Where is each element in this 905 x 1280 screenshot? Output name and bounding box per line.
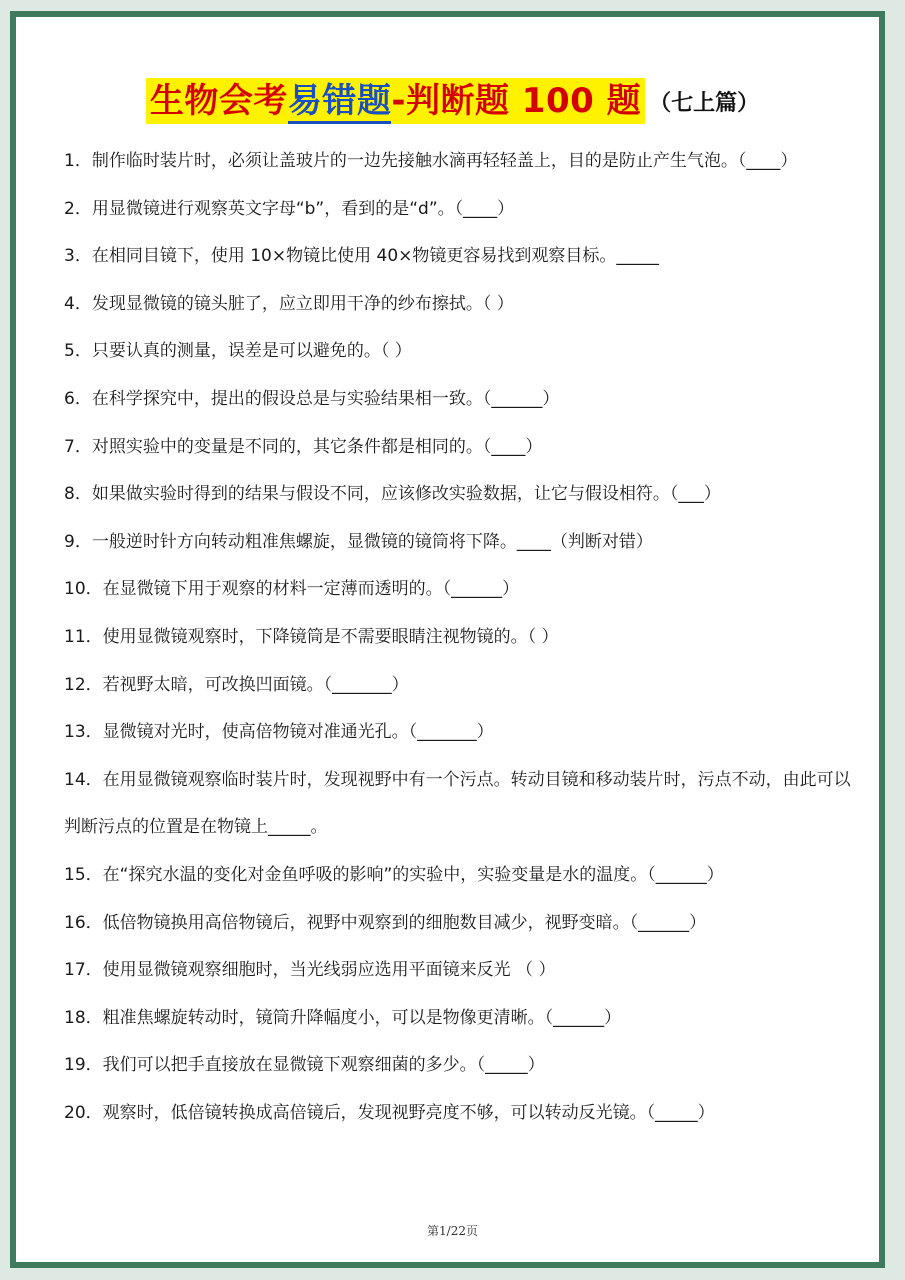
title-part2: 易错题 (288, 81, 392, 124)
page-number: 第1/22页 (427, 1224, 478, 1238)
question-item: 2．用显微镜进行观察英文字母“b”，看到的是“d”。（____） (64, 198, 515, 219)
question-list (64, 138, 854, 1137)
question-item: 5．只要认真的测量，误差是可以避免的。（ ） (64, 341, 412, 362)
question-item: 15．在“探究水温的变化对金鱼呼吸的影响”的实验中，实验变量是水的温度。（______） (64, 864, 724, 885)
question-item: 19．我们可以把手直接放在显微镜下观察细菌的多少。（_____） (64, 1055, 545, 1076)
question-item: 9．一般逆时针方向转动粗准焦螺旋，显微镜的镜筒将下降。____（判断对错） (64, 531, 653, 552)
question-item: 10．在显微镜下用于观察的材料一定薄而透明的。（______） (64, 579, 520, 600)
title-subtitle: （七上篇） (649, 90, 760, 116)
question-item: 17．使用显微镜观察细胞时，当光线弱应选用平面镜来反光 （ ） (64, 960, 556, 981)
question-item: 20．观察时，低倍镜转换成高倍镜后，发现视野亮度不够，可以转动反光镜。（_____） (64, 1102, 715, 1123)
question-item: 6．在科学探究中，提出的假设总是与实验结果相一致。（______） (64, 388, 560, 409)
title-part1: 生物会考 (149, 81, 288, 121)
question-item: 4．发现显微镜的镜头脏了，应立即用干净的纱布擦拭。（ ） (64, 293, 514, 314)
question-item: 8．如果做实验时得到的结果与假设不同，应该修改实验数据，让它与假设相符。（___） (64, 484, 721, 505)
question-item: 16．低倍物镜换用高倍物镜后，视野中观察到的细胞数目减少，视野变暗。（______） (64, 912, 707, 933)
question-item: 3．在相同目镜下，使用 10×物镜比使用 40×物镜更容易找到观察目标。_____ (64, 246, 659, 267)
question-item: 18．粗准焦螺旋转动时，镜筒升降幅度小，可以是物像更清晰。（______） (64, 1007, 622, 1028)
question-item: 14．在用显微镜观察临时装片时，发现视野中有一个污点。转动目镜和移动装片时，污点不动，由此可以判断污点的位置是在物镜上_____。 (64, 769, 851, 838)
question-item: 11．使用显微镜观察时，下降镜筒是不需要眼睛注视物镜的。（ ） (64, 626, 559, 647)
title-part3: -判断题 100 题 (391, 81, 642, 121)
question-item: 1．制作临时装片时，必须让盖玻片的一边先接触水滴再轻轻盖上，目的是防止产生气泡。（____） (64, 151, 798, 171)
question-item: 13．显微镜对光时，使高倍物镜对准通光孔。（_______） (64, 722, 494, 743)
question-item: 7．对照实验中的变量是不同的，其它条件都是相同的。（____） (64, 436, 543, 457)
question-item: 12．若视野太暗，可改换凹面镜。（_______） (64, 674, 409, 695)
page-title (0, 78, 905, 124)
title-highlight (146, 78, 645, 124)
